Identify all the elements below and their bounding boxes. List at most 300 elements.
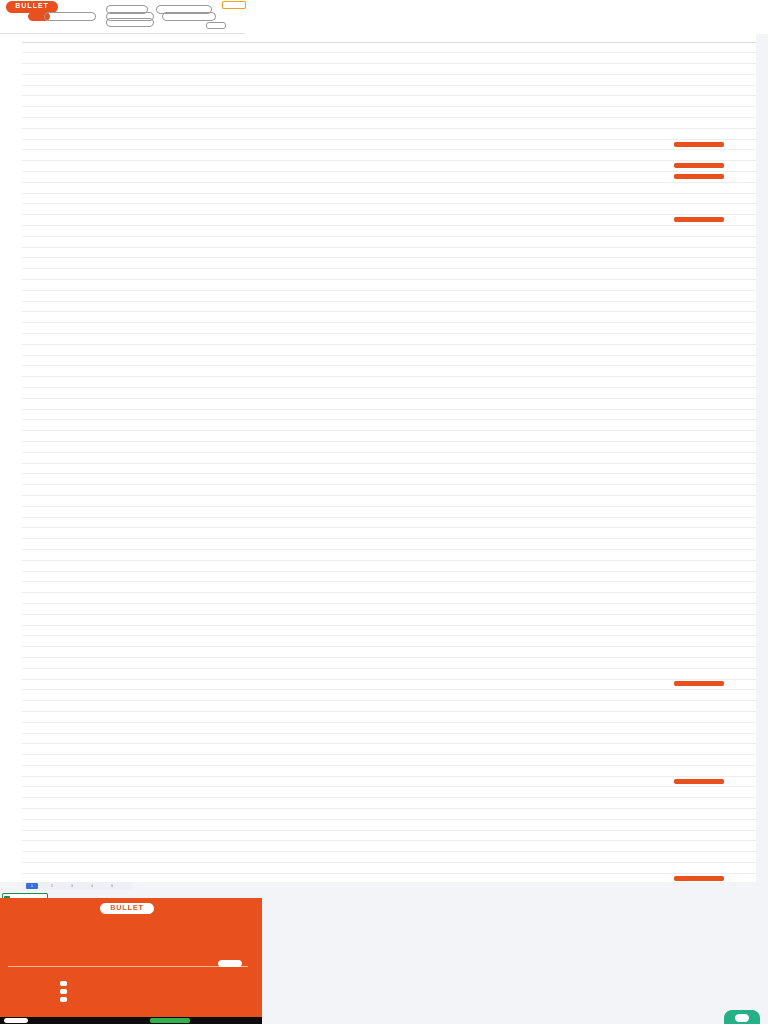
table-cell [22,863,78,874]
table-cell [672,161,756,172]
table-cell [626,744,672,755]
table-row[interactable] [22,668,756,679]
table-cell [560,819,626,830]
table-row[interactable] [22,182,756,193]
table-cell [560,118,626,129]
table-cell [672,53,756,64]
table-row[interactable] [22,560,756,571]
table-cell [22,636,78,647]
table-cell [560,334,626,345]
table-cell [480,193,560,204]
table-cell [78,107,128,118]
table-row[interactable] [22,74,756,85]
table-cell [672,344,756,355]
table-cell [480,539,560,550]
table-row[interactable] [22,258,756,269]
table-cell [78,647,128,658]
table-cell [560,625,626,636]
table-row[interactable] [22,204,756,215]
table-row[interactable] [22,571,756,582]
table-cell [424,863,480,874]
row-action-button[interactable] [674,876,724,881]
subscribe-button[interactable] [218,960,242,967]
table-cell [128,150,304,161]
table-cell [358,863,424,874]
table-row[interactable] [22,312,756,323]
table-cell [424,161,480,172]
table-row[interactable] [22,269,756,280]
table-cell [672,431,756,442]
table-cell [128,139,304,150]
table-cell [128,204,304,215]
table-row[interactable] [22,118,756,129]
table-row[interactable] [22,388,756,399]
table-cell [304,485,358,496]
table-row[interactable] [22,150,756,161]
table-row[interactable] [22,539,756,550]
table-row[interactable] [22,247,756,258]
table-cell [358,96,424,107]
table-cell [424,636,480,647]
table-row[interactable] [22,625,756,636]
support-line[interactable] [60,981,70,986]
table-cell [480,679,560,690]
table-cell [358,366,424,377]
table-cell [128,258,304,269]
table-row[interactable] [22,301,756,312]
table-row[interactable] [22,161,756,172]
table-row[interactable] [22,420,756,431]
table-row[interactable] [22,755,756,766]
table-row[interactable] [22,787,756,798]
table-cell [560,204,626,215]
table-cell [424,96,480,107]
table-cell [626,301,672,312]
table-cell [128,226,304,237]
table-cell [480,852,560,863]
footer-pill[interactable] [4,1018,28,1023]
table-cell [22,269,78,280]
table-row[interactable] [22,636,756,647]
table-row[interactable] [22,398,756,409]
table-cell [22,593,78,604]
search-button[interactable] [206,22,226,29]
table-cell [22,226,78,237]
table-cell [560,226,626,237]
table-row[interactable] [22,366,756,377]
table-cell [424,388,480,399]
filter-chip-6[interactable] [162,12,216,21]
table-cell [78,809,128,820]
table-cell [78,128,128,139]
table-cell [128,852,304,863]
subscribe-email-input[interactable] [8,960,248,967]
table-row[interactable] [22,96,756,107]
table-cell [22,776,78,787]
table-cell [672,355,756,366]
row-action-button[interactable] [674,217,724,222]
table-row[interactable] [22,776,756,787]
table-cell [22,819,78,830]
table-cell [78,247,128,258]
table-cell [480,409,560,420]
table-cell [672,388,756,399]
table-cell [78,873,128,882]
table-row[interactable] [22,441,756,452]
table-cell [78,431,128,442]
table-cell [672,247,756,258]
table-cell [358,517,424,528]
table-cell [128,463,304,474]
header-notice[interactable] [222,1,246,9]
table-cell [626,431,672,442]
table-cell [78,711,128,722]
table-row[interactable] [22,582,756,593]
table-cell [626,830,672,841]
table-row[interactable] [22,344,756,355]
table-row[interactable] [22,830,756,841]
table-cell [78,172,128,183]
table-cell [358,636,424,647]
table-cell [560,528,626,539]
table-cell [560,809,626,820]
table-row[interactable] [22,863,756,874]
page-button[interactable]: 5 [110,883,114,888]
table-row[interactable] [22,85,756,96]
table-row[interactable] [22,355,756,366]
table-cell [424,269,480,280]
table-cell [424,420,480,431]
table-cell [22,139,78,150]
table-cell [672,236,756,247]
table-cell [22,312,78,323]
row-action-button[interactable] [674,681,724,686]
table-row[interactable] [22,744,756,755]
table-cell [304,722,358,733]
row-action-button[interactable] [674,142,724,147]
column-header[interactable] [78,34,128,42]
table-cell [78,355,128,366]
table-cell [78,377,128,388]
table-cell [22,96,78,107]
table-row[interactable] [22,463,756,474]
table-row[interactable] [22,809,756,820]
table-cell [22,236,78,247]
table-row[interactable] [22,42,756,53]
table-row[interactable] [22,701,756,712]
table-cell [424,506,480,517]
table-cell [626,258,672,269]
table-cell [358,474,424,485]
table-row[interactable] [22,841,756,852]
table-row[interactable] [22,679,756,690]
orders-table [22,34,756,882]
table-cell [78,182,128,193]
column-header[interactable] [626,34,672,42]
table-cell [672,377,756,388]
table-row[interactable] [22,323,756,334]
table-cell [22,744,78,755]
table-row[interactable] [22,139,756,150]
table-row[interactable] [22,431,756,442]
table-row[interactable] [22,647,756,658]
page-button[interactable]: 4 [90,883,94,888]
table-cell [304,873,358,882]
table-cell [424,204,480,215]
table-cell [304,614,358,625]
table-cell [672,657,756,668]
table-cell [304,765,358,776]
table-row[interactable] [22,517,756,528]
table-cell [480,593,560,604]
table-cell [22,647,78,658]
table-cell [626,388,672,399]
table-row[interactable] [22,377,756,388]
table-cell [78,506,128,517]
row-action-button[interactable] [674,779,724,784]
table-cell [480,128,560,139]
column-header[interactable] [22,34,78,42]
table-cell [672,636,756,647]
table-cell [424,139,480,150]
table-cell [304,539,358,550]
table-cell [22,625,78,636]
table-row[interactable] [22,549,756,560]
table-cell [358,355,424,366]
table-cell [424,593,480,604]
table-cell [358,668,424,679]
row-action-button[interactable] [674,174,724,179]
page-button[interactable]: 3 [70,883,74,888]
table-cell [78,388,128,399]
table-row[interactable] [22,798,756,809]
column-header[interactable] [304,34,358,42]
table-cell [672,366,756,377]
table-row[interactable] [22,528,756,539]
table-row[interactable] [22,722,756,733]
filter-chip-4[interactable] [44,12,96,21]
table-cell [128,64,304,75]
page-button[interactable]: 2 [50,883,54,888]
table-row[interactable] [22,236,756,247]
table-row[interactable] [22,193,756,204]
site-logo[interactable]: BULLET [6,1,58,13]
table-cell [358,711,424,722]
table-cell [424,603,480,614]
table-row[interactable] [22,128,756,139]
table-row[interactable] [22,452,756,463]
column-header[interactable] [480,34,560,42]
table-cell [424,614,480,625]
table-cell [304,571,358,582]
table-cell [560,301,626,312]
table-cell [128,441,304,452]
table-row[interactable] [22,409,756,420]
table-row[interactable] [22,495,756,506]
table-cell [358,312,424,323]
table-cell [22,830,78,841]
table-cell [358,539,424,550]
table-row[interactable] [22,690,756,701]
table-cell [78,787,128,798]
table-row[interactable] [22,64,756,75]
column-header[interactable] [560,34,626,42]
table-cell [358,377,424,388]
table-cell [480,85,560,96]
table-cell [560,614,626,625]
table-cell [78,755,128,766]
chat-support-button[interactable] [724,1010,760,1024]
table-cell [626,582,672,593]
table-row[interactable] [22,215,756,226]
table-cell [480,722,560,733]
column-header[interactable] [358,34,424,42]
table-cell [560,852,626,863]
table-cell [358,852,424,863]
top-header [0,0,768,34]
table-cell [672,118,756,129]
footer-logo[interactable]: BULLET [100,903,154,914]
table-cell [480,819,560,830]
table-cell [560,549,626,560]
table-cell [626,107,672,118]
table-cell [304,852,358,863]
table-cell [480,118,560,129]
table-row[interactable] [22,765,756,776]
table-cell [626,344,672,355]
table-cell [358,506,424,517]
table-cell [304,636,358,647]
table-cell [358,733,424,744]
table-cell [22,107,78,118]
table-row[interactable] [22,593,756,604]
table-cell [480,269,560,280]
table-cell [424,873,480,882]
table-cell [626,495,672,506]
table-cell [22,182,78,193]
table-cell [672,593,756,604]
table-cell [128,495,304,506]
table-cell [480,301,560,312]
support-line[interactable] [60,989,70,994]
table-cell [560,593,626,604]
table-cell [304,657,358,668]
table-row[interactable] [22,873,756,882]
table-cell [672,614,756,625]
table-cell [424,647,480,658]
table-cell [626,474,672,485]
table-cell [424,625,480,636]
table-row[interactable] [22,172,756,183]
table-cell [22,539,78,550]
table-row[interactable] [22,733,756,744]
table-row[interactable] [22,506,756,517]
table-cell [358,485,424,496]
table-row[interactable] [22,711,756,722]
table-cell [78,679,128,690]
table-cell [128,593,304,604]
table-cell [304,236,358,247]
table-cell [626,852,672,863]
table-row[interactable] [22,334,756,345]
table-cell [424,226,480,237]
table-cell [22,755,78,766]
table-cell [22,128,78,139]
table-cell [78,290,128,301]
table-row[interactable] [22,226,756,237]
table-cell [358,398,424,409]
table-row[interactable] [22,107,756,118]
table-cell [128,107,304,118]
table-cell [304,107,358,118]
table-cell [480,528,560,539]
table-cell [22,258,78,269]
table-cell [672,701,756,712]
table-row[interactable] [22,852,756,863]
table-cell [128,215,304,226]
table-cell [480,290,560,301]
table-cell [358,280,424,291]
table-row[interactable] [22,485,756,496]
table-row[interactable] [22,614,756,625]
column-header[interactable] [128,34,304,42]
table-row[interactable] [22,819,756,830]
row-action-button[interactable] [674,163,724,168]
table-cell [424,247,480,258]
column-header[interactable] [672,34,756,42]
support-line[interactable] [60,997,70,1002]
table-cell [78,452,128,463]
table-cell [358,64,424,75]
table-row[interactable] [22,657,756,668]
table-cell [22,614,78,625]
table-cell [672,711,756,722]
table-row[interactable] [22,280,756,291]
table-cell [424,431,480,442]
table-cell [78,96,128,107]
table-row[interactable] [22,474,756,485]
table-cell [358,53,424,64]
table-cell [304,409,358,420]
table-cell [480,452,560,463]
table-row[interactable] [22,290,756,301]
table-cell [304,247,358,258]
table-cell [128,452,304,463]
table-cell [480,798,560,809]
table-cell [672,517,756,528]
table-cell [424,809,480,820]
table-cell [424,85,480,96]
table-cell [358,290,424,301]
column-header[interactable] [424,34,480,42]
table-cell [626,755,672,766]
table-cell [304,517,358,528]
table-row[interactable] [22,53,756,64]
table-cell [560,182,626,193]
table-cell [78,593,128,604]
table-cell [560,657,626,668]
table-cell [672,323,756,334]
table-cell [480,657,560,668]
table-cell [128,366,304,377]
table-row[interactable] [22,603,756,614]
table-cell [304,549,358,560]
table-cell [672,420,756,431]
table-cell [358,776,424,787]
footer-green-badge[interactable] [150,1018,190,1023]
page-button[interactable]: 1 [26,883,38,889]
table-cell [128,182,304,193]
